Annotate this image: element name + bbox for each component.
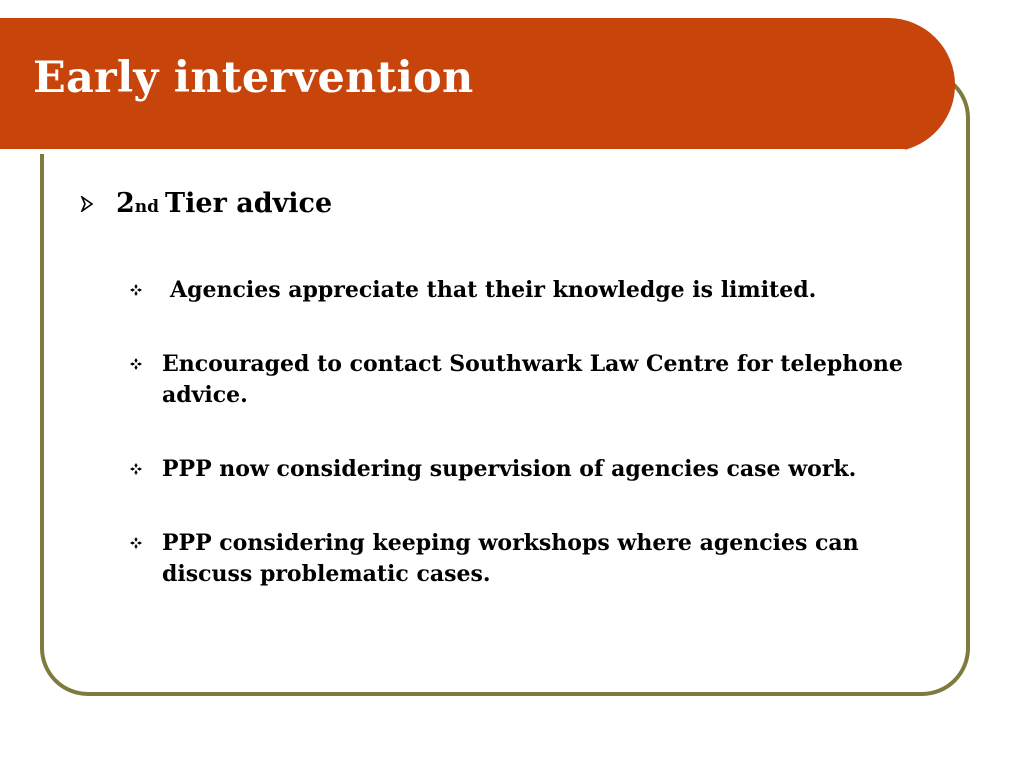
list-item	[130, 528, 940, 590]
subitem-text: PPP considering keeping workshops where agencies can discuss problematic cases.	[162, 530, 859, 587]
subitem-text: PPP now considering supervision of agencies case work.	[162, 456, 857, 482]
list-item	[130, 275, 940, 306]
four-diamond-icon	[130, 537, 152, 549]
slide-title: Early intervention	[33, 53, 474, 103]
subitem-text: Encouraged to contact Southwark Law Centre for telephone advice.	[162, 351, 903, 408]
list-item	[130, 349, 940, 411]
title-underline	[0, 149, 905, 154]
four-diamond-icon	[130, 358, 152, 370]
bullet-tier-advice: 2 nd Tier advice	[80, 185, 332, 223]
subitem-list	[130, 275, 940, 590]
subitem-text: Agencies appreciate that their knowledge is limited.	[170, 277, 817, 303]
bullet-text: Tier advice	[165, 188, 333, 219]
list-item	[130, 454, 940, 485]
arrow-right-icon	[80, 196, 98, 212]
bullet-number: 2	[116, 188, 135, 219]
four-diamond-icon	[130, 463, 152, 475]
four-diamond-icon	[130, 284, 152, 296]
